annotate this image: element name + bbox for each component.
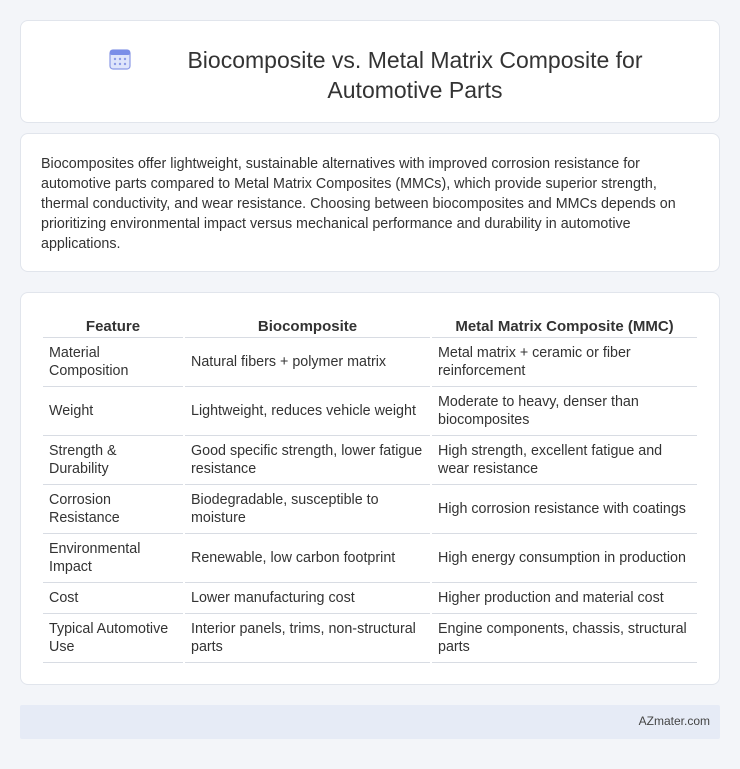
header-mmc: Metal Matrix Composite (MMC) [432, 315, 697, 338]
header-biocomposite: Biocomposite [185, 315, 430, 338]
comparison-card [20, 292, 720, 685]
page-title [141, 45, 689, 105]
biocomposite-cell: Biodegradable, susceptible to moisture [185, 485, 430, 534]
feature-cell: Strength & Durability [43, 436, 183, 485]
feature-cell: Typical Automotive Use [43, 614, 183, 663]
summary-text: Biocomposites offer lightweight, sustainable alternatives with improved corrosion resistance for automotive parts compared to Metal Matrix Composites (MMCs), which provide superior strength, thermal conductivity, and wear resistance. Choosing between biocomposites and MMCs depends on prioritizing environmental impact versus mechanical performance and durability in automotive applications. [41, 156, 676, 252]
comparison-table [41, 315, 699, 663]
mmc-cell: Higher production and material cost [432, 583, 697, 614]
table-row [43, 338, 697, 387]
mmc-cell: High energy consumption in production [432, 534, 697, 583]
mmc-cell: Moderate to heavy, denser than biocomposites [432, 387, 697, 436]
biocomposite-cell: Interior panels, trims, non-structural parts [185, 614, 430, 663]
calendar-icon [108, 47, 132, 71]
mmc-cell: Engine components, chassis, structural parts [432, 614, 697, 663]
summary-card [20, 133, 720, 272]
table-row [43, 436, 697, 485]
table-header-row [43, 315, 697, 338]
footer-brand-link[interactable]: AZmater.com [638, 714, 710, 728]
table-row [43, 583, 697, 614]
biocomposite-cell: Renewable, low carbon footprint [185, 534, 430, 583]
mmc-cell: Metal matrix + ceramic or fiber reinforcement [432, 338, 697, 387]
biocomposite-cell: Good specific strength, lower fatigue resistance [185, 436, 430, 485]
mmc-cell: High corrosion resistance with coatings [432, 485, 697, 534]
table-row [43, 485, 697, 534]
mmc-cell: High strength, excellent fatigue and wear resistance [432, 436, 697, 485]
table-row [43, 534, 697, 583]
feature-cell: Cost [43, 583, 183, 614]
title-card [20, 20, 720, 123]
biocomposite-cell: Natural fibers + polymer matrix [185, 338, 430, 387]
feature-cell: Material Composition [43, 338, 183, 387]
feature-cell: Corrosion Resistance [43, 485, 183, 534]
page-title-line-1: Biocomposite vs. Metal Matrix Composite for [187, 47, 643, 73]
table-row [43, 614, 697, 663]
feature-cell: Weight [43, 387, 183, 436]
page-title-line-2: Automotive Parts [327, 77, 503, 103]
feature-cell: Environmental Impact [43, 534, 183, 583]
biocomposite-cell: Lower manufacturing cost [185, 583, 430, 614]
footer-bar [20, 705, 720, 739]
biocomposite-cell: Lightweight, reduces vehicle weight [185, 387, 430, 436]
table-row [43, 387, 697, 436]
header-feature: Feature [43, 315, 183, 338]
